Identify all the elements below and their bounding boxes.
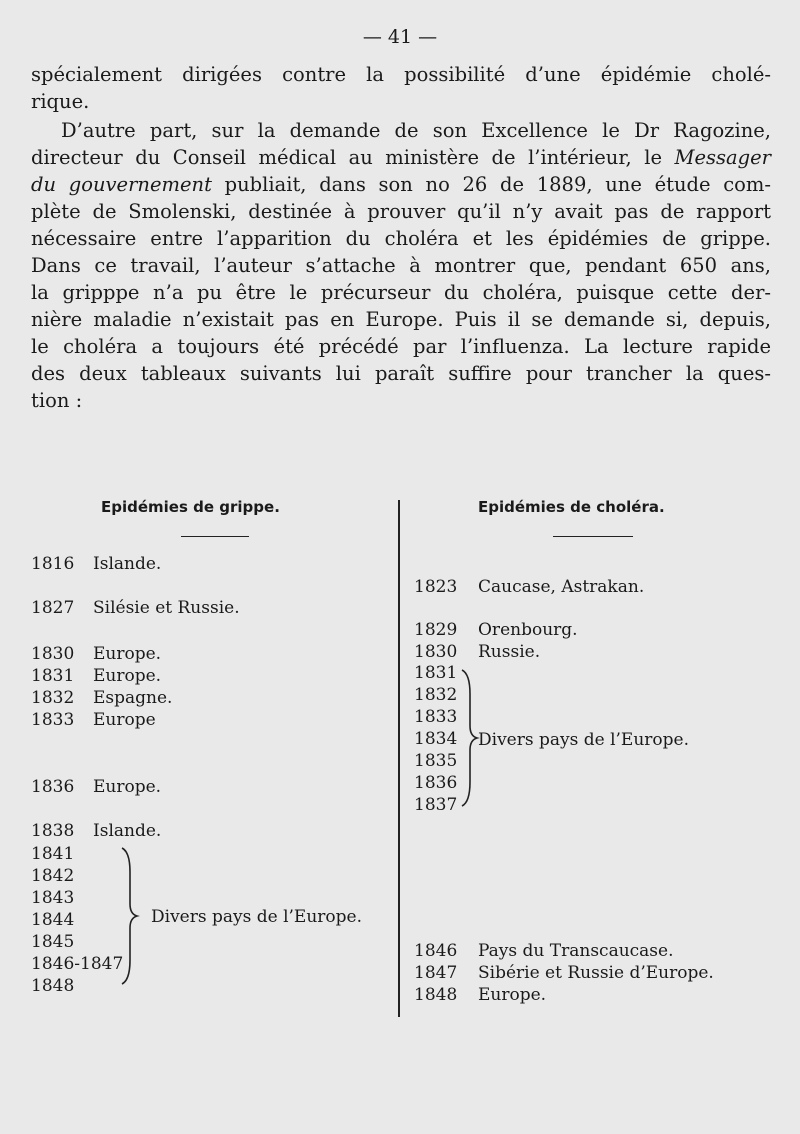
page-number: — 41 — — [362, 26, 438, 48]
text-line: spécialement dirigées contre la possibilité d’une épidémie cholé- — [31, 63, 771, 86]
cholera-group-year: 1832 — [414, 685, 458, 705]
cholera-group-year: 1833 — [414, 707, 458, 727]
cholera-year: 1829 — [414, 620, 458, 640]
grippe-group-year: 1841 — [31, 844, 75, 864]
grippe-place: Silésie et Russie. — [93, 598, 240, 618]
grippe-year: 1830 — [31, 644, 75, 664]
grippe-group-year: 1842 — [31, 866, 75, 886]
text-line: le choléra a toujours été précédé par l’influenza. La lecture rapide — [31, 335, 771, 358]
text-line: rique. — [31, 90, 90, 113]
grippe-place: Europe. — [93, 666, 162, 686]
grippe-year: 1816 — [31, 554, 75, 574]
grippe-year: 1838 — [31, 821, 75, 841]
grippe-brace — [118, 846, 140, 986]
grippe-place: Espagne. — [93, 688, 173, 708]
grippe-group-year: 1848 — [31, 976, 75, 996]
paragraph-1 — [31, 61, 771, 115]
column-divider — [398, 500, 400, 1017]
grippe-year: 1836 — [31, 777, 75, 797]
text-line: tion : — [31, 389, 83, 412]
cholera-heading: Epidémies de choléra. — [478, 498, 665, 516]
text-segment: directeur du Conseil médical au ministère de l’intérieur, le — [31, 146, 675, 169]
cholera-year: 1830 — [414, 642, 458, 662]
grippe-place: Europe — [93, 710, 156, 730]
paragraph-2 — [31, 117, 771, 414]
cholera-year: 1848 — [414, 985, 458, 1005]
grippe-place: Europe. — [93, 777, 162, 797]
cholera-year: 1823 — [414, 577, 458, 597]
italic-title: Messager — [674, 146, 771, 169]
cholera-group-year: 1831 — [414, 663, 458, 683]
cholera-group-year: 1837 — [414, 795, 458, 815]
text-segment: publiait, dans son no 26 de 1889, une étude com- — [211, 173, 771, 196]
text-line — [31, 144, 771, 171]
heading-rule — [553, 536, 633, 537]
cholera-year: 1847 — [414, 963, 458, 983]
cholera-place: Sibérie et Russie d’Europe. — [478, 963, 714, 983]
grippe-group-year: 1845 — [31, 932, 75, 952]
grippe-place: Islande. — [93, 554, 162, 574]
italic-title: du gouvernement — [31, 173, 212, 196]
grippe-place: Europe. — [93, 644, 162, 664]
grippe-place: Islande. — [93, 821, 162, 841]
text-line — [31, 171, 771, 198]
text-line: Dans ce travail, l’auteur s’attache à montrer que, pendant 650 ans, — [31, 254, 771, 277]
cholera-place: Pays du Transcaucase. — [478, 941, 674, 961]
text-line: plète de Smolenski, destinée à prouver qu’il n’y avait pas de rapport — [31, 200, 771, 223]
cholera-group-year: 1834 — [414, 729, 458, 749]
text-line: D’autre part, sur la demande de son Excellence le Dr Ragozine, — [61, 119, 771, 142]
grippe-group-year: 1843 — [31, 888, 75, 908]
cholera-year: 1846 — [414, 941, 458, 961]
text-line: des deux tableaux suivants lui paraît suffire pour trancher la ques- — [31, 362, 771, 385]
cholera-place: Russie. — [478, 642, 541, 662]
text-line: nécessaire entre l’apparition du choléra et les épidémies de grippe. — [31, 227, 771, 250]
grippe-heading: Epidémies de grippe. — [101, 498, 280, 516]
grippe-year: 1827 — [31, 598, 75, 618]
grippe-year: 1832 — [31, 688, 75, 708]
grippe-year: 1831 — [31, 666, 75, 686]
grippe-group-year: 1846-1847 — [31, 954, 124, 974]
cholera-brace — [458, 668, 480, 808]
cholera-group-year: 1835 — [414, 751, 458, 771]
cholera-place: Caucase, Astrakan. — [478, 577, 645, 597]
grippe-group-year: 1844 — [31, 910, 75, 930]
cholera-group-year: 1836 — [414, 773, 458, 793]
grippe-group-label: Divers pays de l’Europe. — [151, 907, 362, 927]
cholera-group-label: Divers pays de l’Europe. — [478, 730, 689, 750]
cholera-place: Orenbourg. — [478, 620, 578, 640]
grippe-year: 1833 — [31, 710, 75, 730]
heading-rule — [181, 536, 249, 537]
text-line: la gripppe n’a pu être le précurseur du choléra, puisque cette der- — [31, 281, 771, 304]
cholera-place: Europe. — [478, 985, 547, 1005]
text-line: nière maladie n’existait pas en Europe. Puis il se demande si, depuis, — [31, 308, 771, 331]
